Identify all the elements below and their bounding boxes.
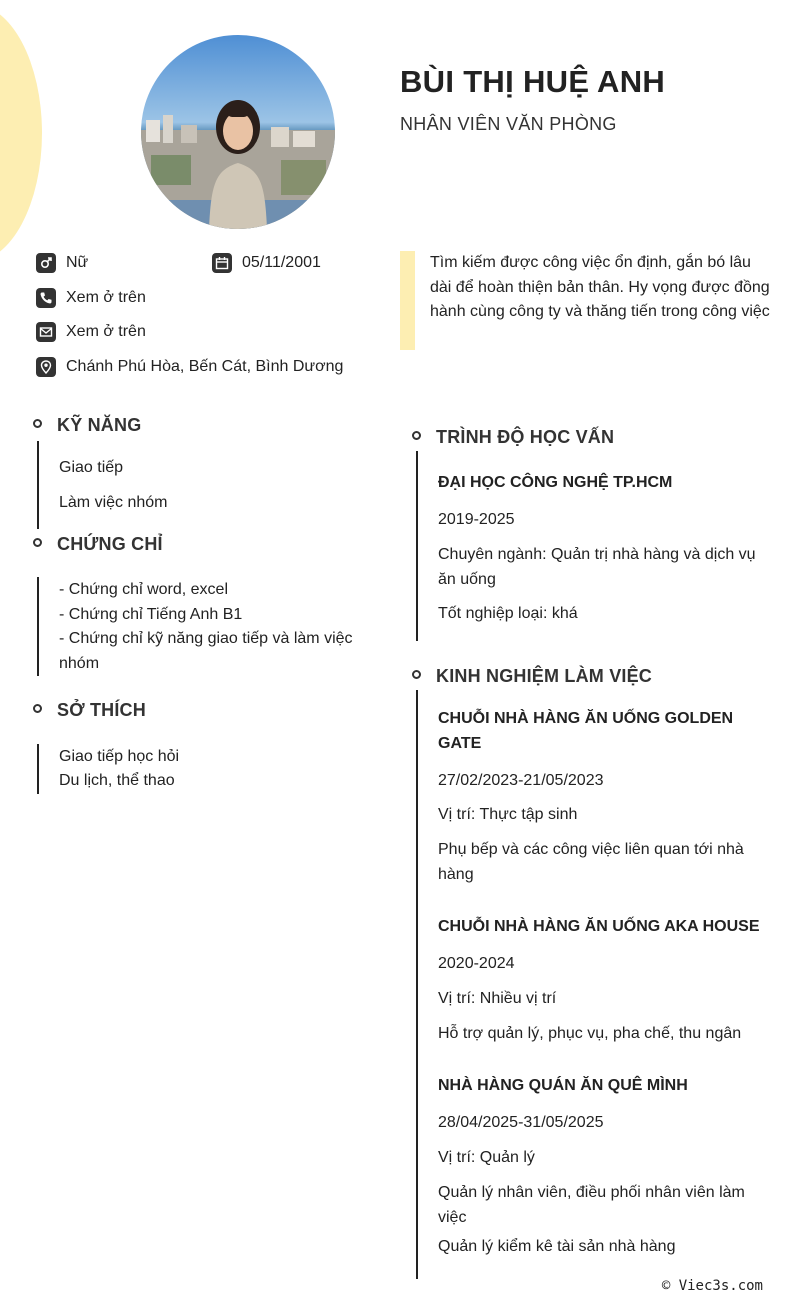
hobby-item: Du lịch, thể thao [59,772,175,789]
job-period: 28/04/2025-31/05/2025 [438,1114,604,1131]
job-period: 2020-2024 [438,955,515,972]
gender-value: Nữ [66,254,89,271]
location-icon [36,357,56,377]
job-position: Vị trí: Quản lý [438,1149,535,1166]
phone-icon [36,288,56,308]
timeline-line [37,744,39,794]
skills-heading: KỸ NĂNG [57,415,142,435]
job-company: NHÀ HÀNG QUÁN ĂN QUÊ MÌNH [438,1077,688,1094]
calendar-icon [212,253,232,273]
phone-row [36,288,146,308]
timeline-line [37,577,39,676]
certificate-item: - Chứng chỉ Tiếng Anh B1 [59,606,243,623]
section-bullet [33,419,42,428]
timeline-line [416,451,418,641]
decorative-shape [0,4,42,262]
watermark: © Viec3s.com [661,1278,763,1294]
address-row [36,357,343,377]
section-bullet [412,670,421,679]
birthday-value: 05/11/2001 [242,254,321,271]
job-description: Quản lý nhân viên, điều phối nhân viên làm việc [438,1184,745,1226]
education-heading: TRÌNH ĐỘ HỌC VẤN [436,427,615,447]
objective-accent-bar [400,251,415,350]
job-company: CHUỖI NHÀ HÀNG ĂN UỐNG GOLDEN GATE [438,710,734,752]
timeline-line [416,690,418,1279]
certificates-heading: CHỨNG CHỈ [57,534,163,554]
career-objective: Tìm kiếm được công việc ổn định, gắn bó lâu dài để hoàn thiện bản thân. Hy vọng được đồng hành cùng công ty và thăng tiến trong công việc [430,254,770,320]
phone-value: Xem ở trên [66,289,146,306]
gender-row [36,253,88,273]
job-description: Quản lý kiểm kê tài sản nhà hàng [438,1238,676,1255]
job-period: 27/02/2023-21/05/2023 [438,772,604,789]
education-period: 2019-2025 [438,511,515,528]
hobbies-heading: SỞ THÍCH [57,700,146,720]
certificate-item: - Chứng chỉ word, excel [59,581,228,598]
hobby-item: Giao tiếp học hỏi [59,748,180,765]
timeline-line [37,441,39,529]
birthday-row [212,253,321,273]
candidate-name: BÙI THỊ HUỆ ANH [400,64,666,99]
experience-heading: KINH NGHIỆM LÀM VIỆC [436,666,653,686]
school-name: ĐẠI HỌC CÔNG NGHỆ TP.HCM [438,474,673,491]
skill-item: Làm việc nhóm [59,494,168,511]
address-value: Chánh Phú Hòa, Bến Cát, Bình Dương [66,358,344,375]
certificate-item: - Chứng chỉ kỹ năng giao tiếp và làm việc nhóm [59,630,353,672]
email-icon [36,322,56,342]
email-row [36,322,146,342]
skill-item: Giao tiếp [59,459,124,476]
education-grade: Tốt nghiệp loại: khá [438,605,578,622]
job-position: Vị trí: Thực tập sinh [438,806,578,823]
section-bullet [412,431,421,440]
gender-icon [36,253,56,273]
job-company: CHUỖI NHÀ HÀNG ĂN UỐNG AKA HOUSE [438,918,760,935]
email-value: Xem ở trên [66,323,146,340]
avatar [141,35,335,229]
job-description: Phụ bếp và các công việc liên quan tới nhà hàng [438,841,744,883]
job-title: NHÂN VIÊN VĂN PHÒNG [400,114,617,134]
job-description: Hỗ trợ quản lý, phục vụ, pha chế, thu ngân [438,1025,742,1042]
section-bullet [33,704,42,713]
section-bullet [33,538,42,547]
education-major: Chuyên ngành: Quản trị nhà hàng và dịch vụ ăn uống [438,546,756,588]
job-position: Vị trí: Nhiều vị trí [438,990,557,1007]
